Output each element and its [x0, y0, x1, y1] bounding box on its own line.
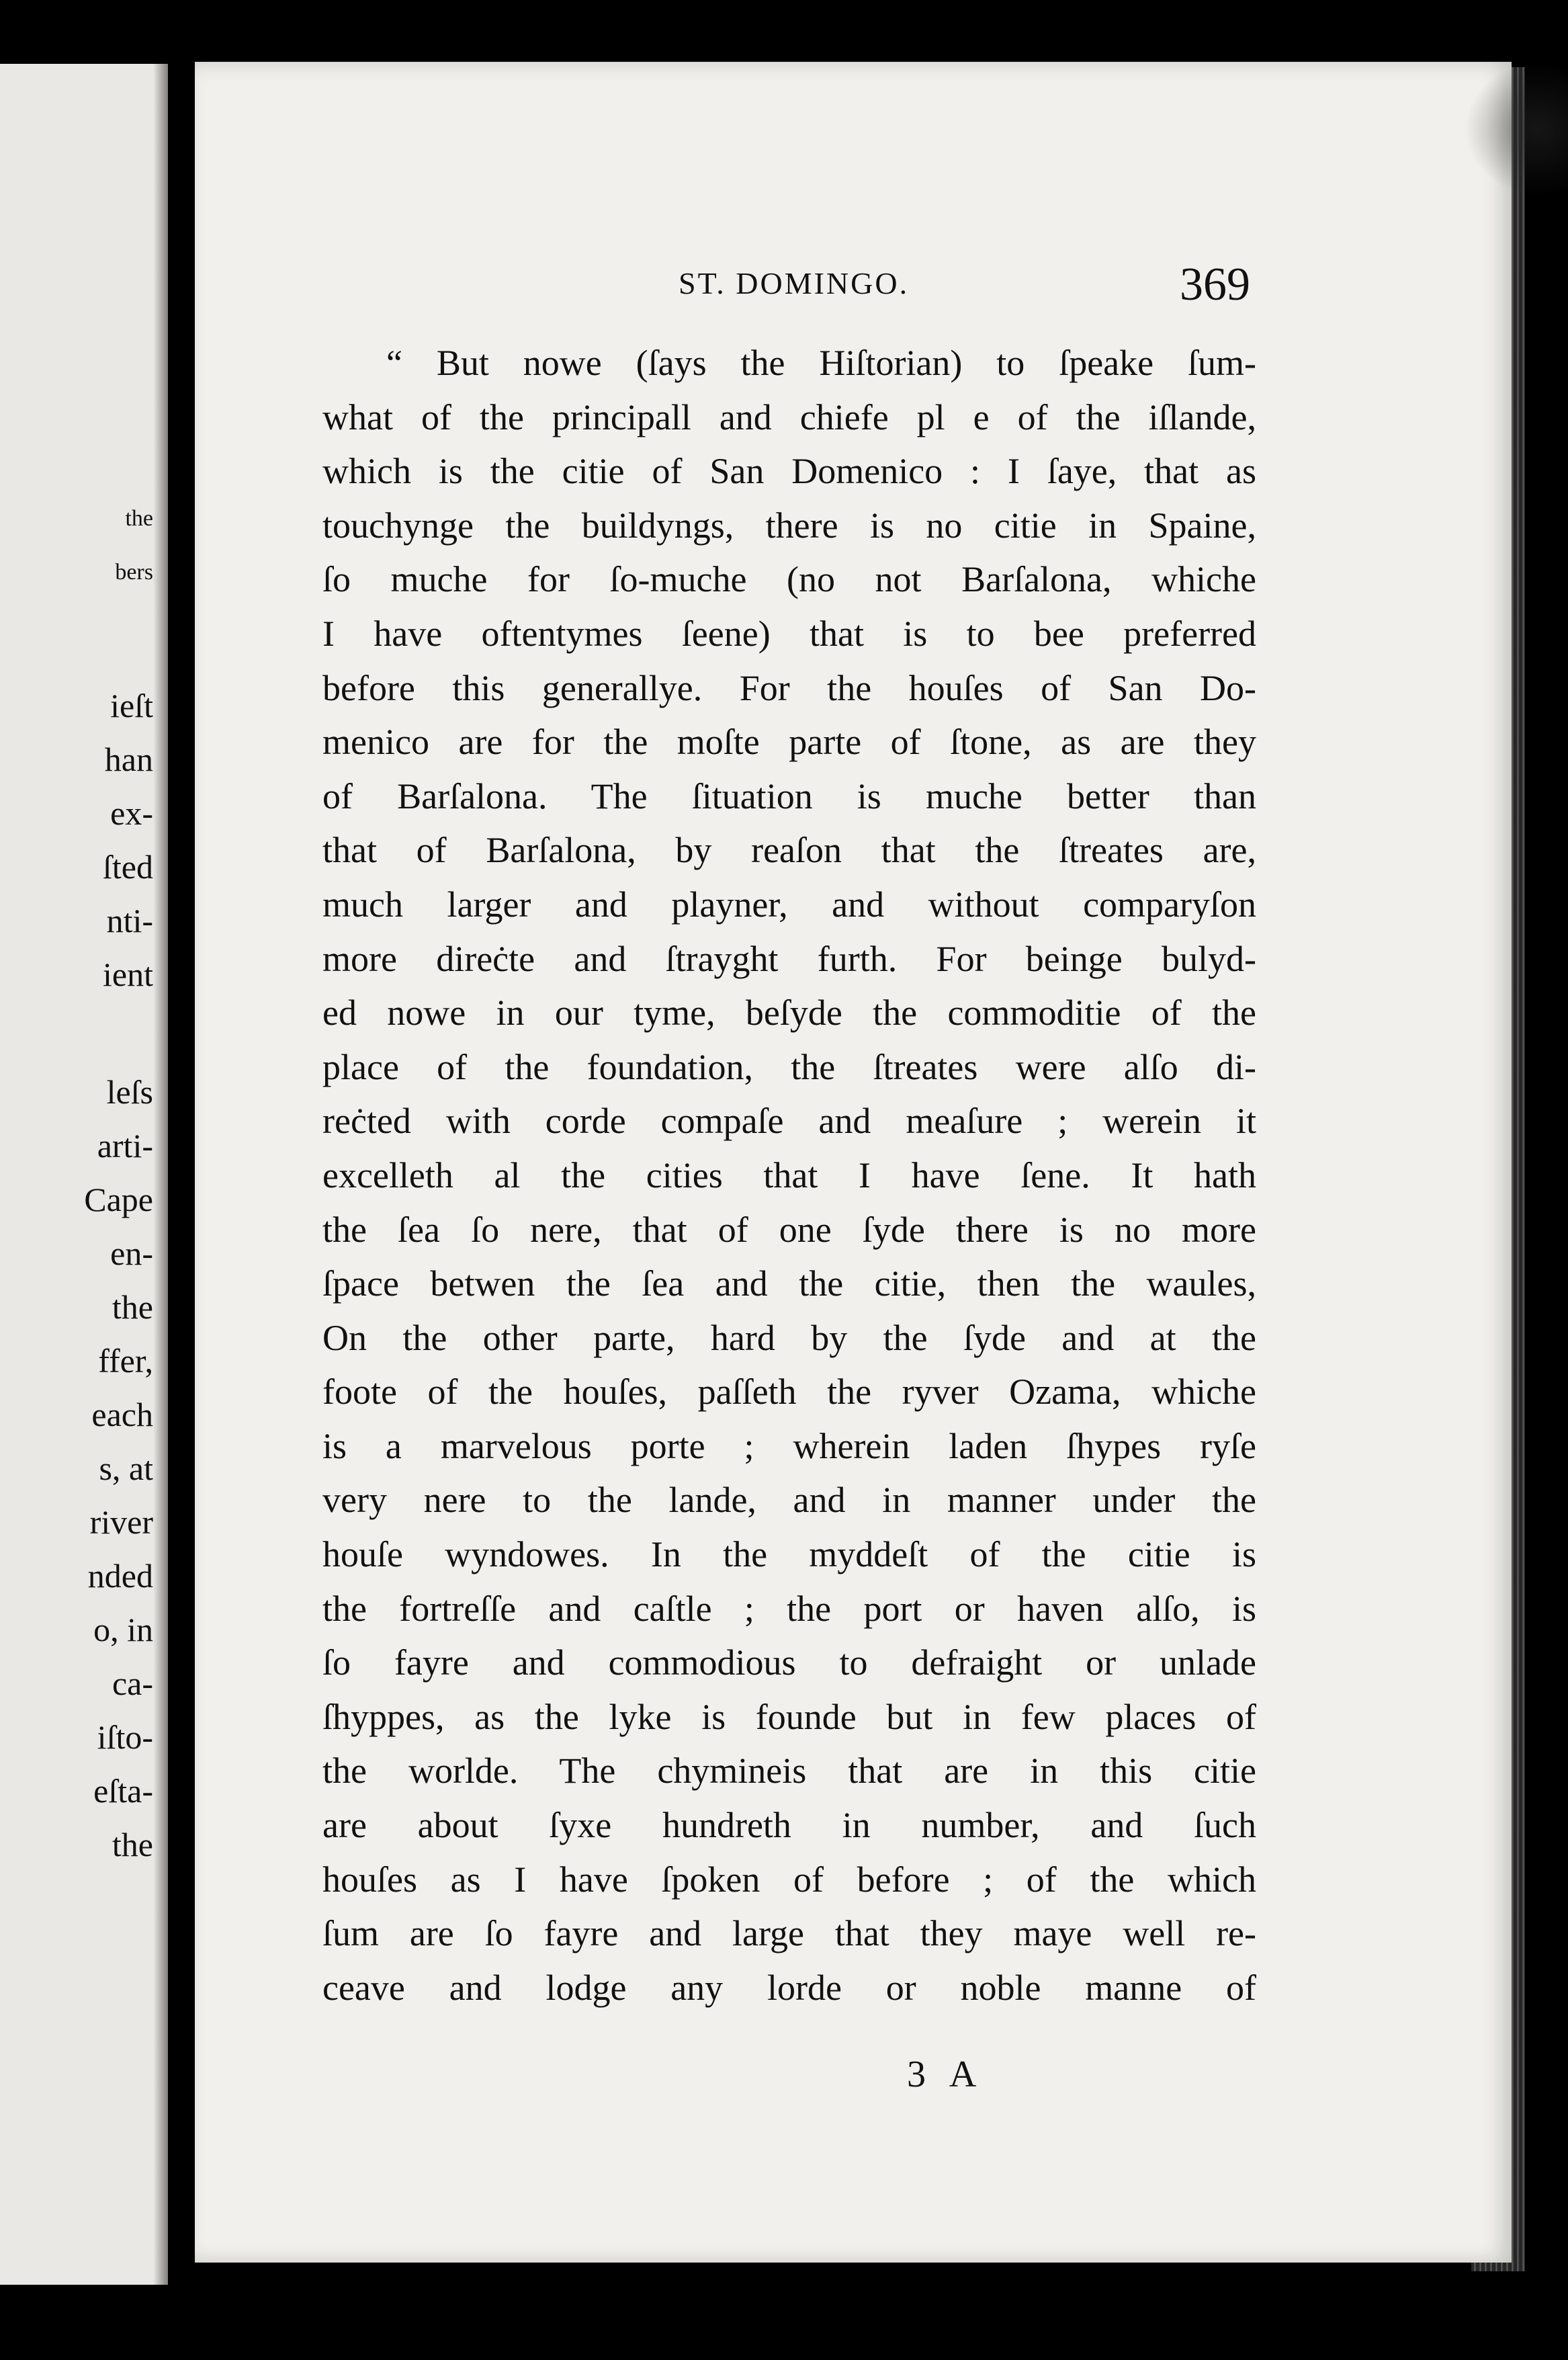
left-page-fragment: s, at	[99, 1449, 153, 1487]
text-line: ſo fayre and commodious to defraight or unlade	[322, 1642, 1256, 1683]
text-line: place of the foundation, the ſtreates were alſo di-	[322, 1046, 1256, 1087]
text-line: the ſea ſo nere, that of one ſyde there is no more	[322, 1209, 1256, 1250]
left-page	[0, 64, 168, 2285]
text-line: ed nowe in our tyme, beſyde the commoditie of the	[322, 993, 1256, 1034]
left-page-fragment: ſted	[103, 848, 153, 886]
text-line: foote of the houſes, paſſeth the ryver Ozama, whiche	[322, 1372, 1256, 1413]
text-line: “ But nowe (ſays the Hiſtorian) to ſpeake ſum-	[386, 343, 1256, 383]
text-line: excelleth al the cities that I have ſene. It hath	[322, 1154, 1256, 1195]
left-page-fragment: the	[125, 506, 153, 531]
text-line: houſes as I have ſpoken of before ; of the which	[322, 1859, 1256, 1900]
text-line: menico are for the moſte parte of ſtone, as are they	[322, 722, 1256, 763]
left-page-fragment: the	[112, 1288, 153, 1326]
text-line: is a marvelous porte ; wherein laden ſhypes ryſe	[322, 1425, 1256, 1466]
left-page-gutter-shadow	[153, 64, 168, 2285]
text-line: touchynge the buildyngs, there is no citie in Spaine,	[322, 505, 1256, 546]
text-line: the fortreſſe and caſtle ; the port or haven alſo, is	[322, 1588, 1256, 1629]
left-page-fragment: arti-	[97, 1127, 153, 1165]
left-page-fragment: ient	[103, 956, 153, 993]
text-line: much larger and playner, and without comparyſon	[322, 884, 1256, 925]
text-line: ceave and lodge any lorde or noble manne of	[322, 1967, 1256, 2008]
left-page-fragment: en-	[110, 1234, 153, 1272]
text-line: which is the citie of San Domenico : I ſaye, that as	[322, 451, 1256, 492]
text-line: ſum are ſo fayre and large that they maye well re-	[322, 1913, 1256, 1954]
left-page-fragment: river	[89, 1503, 153, 1541]
left-page-fragment: each	[91, 1396, 153, 1433]
left-page-fragment: ex-	[110, 794, 153, 832]
text-line: the worlde. The chymineis that are in this citie	[322, 1751, 1256, 1792]
left-page-fragment: bers	[115, 560, 153, 585]
left-page-fragment: Cape	[84, 1181, 153, 1218]
left-page-fragment: iſto-	[97, 1718, 153, 1756]
signature-mark: 3 A	[907, 2054, 985, 2095]
page-number: 369	[1180, 259, 1250, 310]
left-page-fragment: o, in	[93, 1611, 153, 1648]
text-line: what of the principall and chiefe pl e of the iſlande,	[322, 396, 1256, 437]
left-page-fragment: leſs	[106, 1073, 153, 1111]
running-head: ST. DOMINGO.	[679, 266, 910, 300]
text-line: ſhyppes, as the lyke is founde but in few places of	[322, 1696, 1256, 1737]
left-page-fragment: ffer,	[98, 1342, 153, 1380]
left-page-fragment: eſta-	[93, 1772, 153, 1810]
text-line: ſpace betwen the ſea and the citie, then the waules,	[322, 1263, 1256, 1304]
text-line: very nere to the lande, and in manner under the	[322, 1480, 1256, 1521]
page-stain	[1465, 62, 1568, 196]
left-page-fragment: ca-	[112, 1664, 153, 1702]
left-page-fragment: nded	[87, 1557, 153, 1595]
left-page-fragment: the	[112, 1826, 153, 1863]
text-line: I have oftentymes ſeene) that is to bee preferred	[322, 613, 1256, 654]
text-line: more direċte and ſtrayght furth. For beinge bulyd-	[322, 938, 1256, 979]
text-line: houſe wyndowes. In the myddeſt of the citie is	[322, 1534, 1256, 1575]
left-page-fragment: nti-	[106, 902, 153, 939]
body-text	[322, 336, 1256, 2015]
text-line: before this generallye. For the houſes of San Do-	[322, 667, 1256, 708]
text-line: On the other parte, hard by the ſyde and at the	[322, 1317, 1256, 1358]
left-page-fragment: ieſt	[110, 687, 153, 724]
text-line: of Barſalona. The ſituation is muche better than	[322, 775, 1256, 816]
text-line: ſo muche for ſo-muche (no not Barſalona, whiche	[322, 559, 1256, 600]
left-page-fragment: han	[104, 741, 153, 778]
text-line: are about ſyxe hundreth in number, and ſuch	[322, 1805, 1256, 1846]
text-line: that of Barſalona, by reaſon that the ſtreates are,	[322, 830, 1256, 871]
text-line: reċted with corde compaſe and meaſure ; werein it	[322, 1101, 1256, 1142]
